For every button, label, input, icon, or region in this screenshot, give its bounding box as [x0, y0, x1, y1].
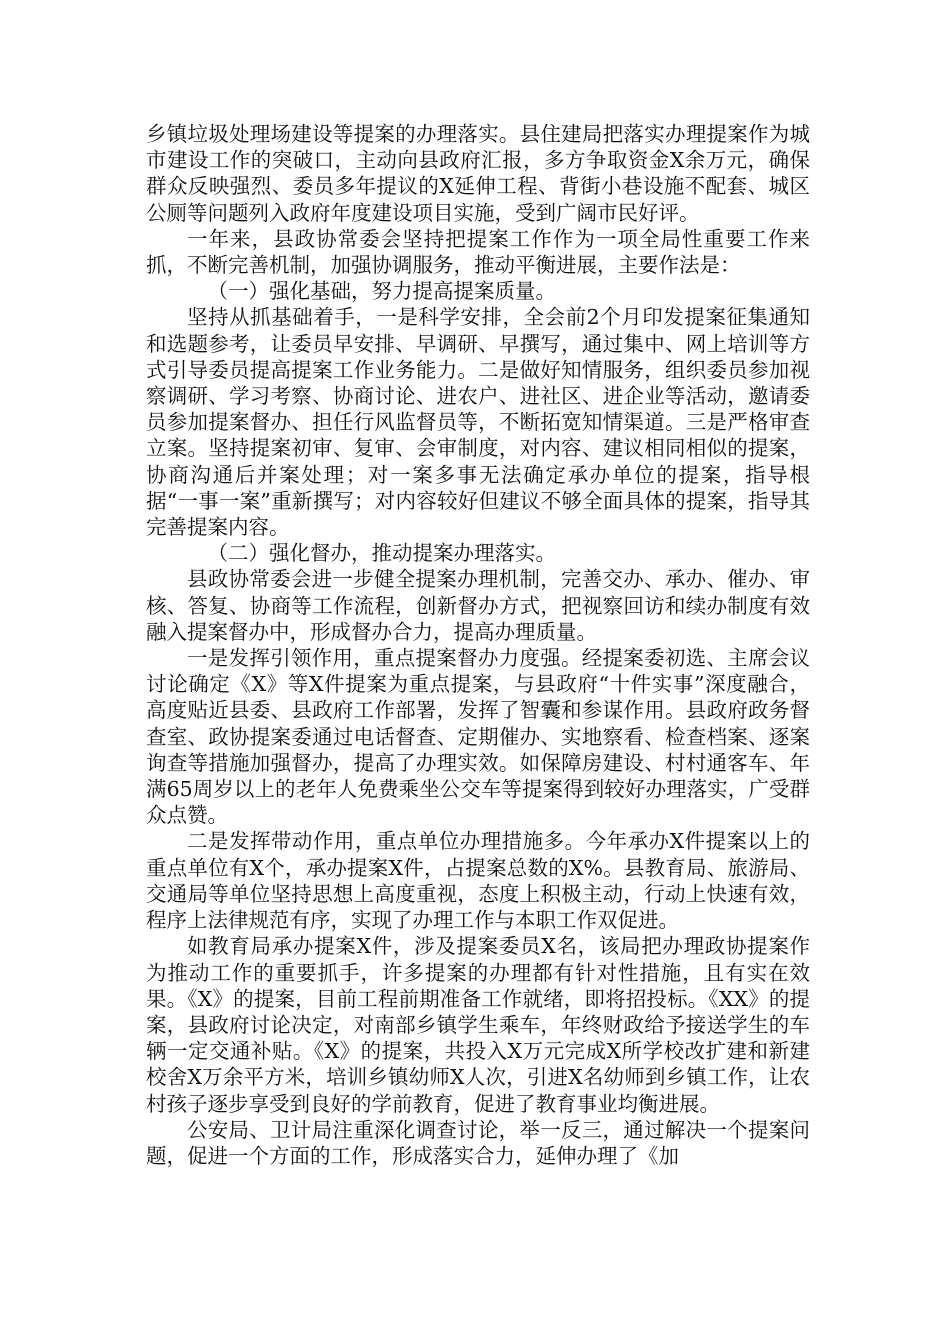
paragraph-foundation: 坚持从抓基础着手，一是科学安排，全会前2个月印发提案征集通知和选题参考，让委员早安排、早调研、早撰写，通过集中、网上培训等方式引导委员提高提案工作业务能力。二是做好知情服务，组织委员参加视察调研、学习考察、协商讨论、进农户、进社区、进企业等活动，邀请委员参加提案督办、担任行风监督员等，不断拓宽知情渠道。三是严格审查立案。坚持提案初审、复审、会审制度，对内容、建议相同相似的提案，协商沟通后并案处理；对一案多事无法确定承办单位的提案，指导根据“一事一案”重新撰写；对内容较好但建议不够全面具体的提案，指导其完善提案内容。 — [146, 305, 810, 540]
paragraph-key-proposals: 一是发挥引领作用，重点提案督办力度强。经提案委初选、主席会议讨论确定《X》等X件提案为重点提案，与县政府“十件实事”深度融合，高度贴近县委、县政府工作部署，发挥了智囊和参谋作用。县政府政务督查室、政协提案委通过电话督查、定期催办、实地察看、检查档案、逐案询查等措施加强督办，提高了办理实效。如保障房建设、村村通客车、年满65周岁以上的老年人免费乘坐公交车等提案得到较好办理落实，广受群众点赞。 — [146, 646, 810, 828]
document-page — [146, 121, 810, 1169]
paragraph-intro: 一年来，县政协常委会坚持把提案工作作为一项全局性重要工作来抓，不断完善机制，加强协调服务，推动平衡进展，主要作法是： — [146, 226, 810, 278]
paragraph-public-security: 公安局、卫计局注重深化调查讨论，举一反三，通过解决一个提案问题，促进一个方面的工作，形成落实合力，延伸办理了《加 — [146, 1117, 810, 1168]
paragraph-education-bureau: 如教育局承办提案X件，涉及提案委员X名，该局把办理政协提案作为推动工作的重要抓手，许多提案的办理都有针对性措施，且有实在效果。《X》的提案，目前工程前期准备工作就绪，即将招投标。《XX》的提案，县政府讨论决定，对南部乡镇学生乘车，年终财政给予接送学生的车辆一定交通补贴。《X》的提案，共投入X万元完成X所学校改扩建和新建校舍X万余平方米，培训乡镇幼师X人次，引进X名幼师到乡镇工作，让农村孩子逐步享受到良好的学前教育，促进了教育事业均衡进展。 — [146, 934, 810, 1116]
paragraph-supervision: 县政协常委会进一步健全提案办理机制，完善交办、承办、催办、审核、答复、协商等工作流程，创新督办方式，把视察回访和续办制度有效融入提案督办中，形成督办合力，提高办理质量。 — [146, 567, 810, 644]
paragraph-continuation: 乡镇垃圾处理场建设等提案的办理落实。县住建局把落实办理提案作为城市建设工作的突破口，主动向县政府汇报，多方争取资金X余万元，确保群众反映强烈、委员多年提议的X延伸工程、背街小巷设施不配套、城区公厕等问题列入政府年度建设项目实施，受到广阔市民好评。 — [146, 122, 810, 225]
section-heading-1: （一）强化基础，努力提高提案质量。 — [207, 279, 556, 304]
paragraph-key-units: 二是发挥带动作用，重点单位办理措施多。今年承办X件提案以上的重点单位有X个，承办提案X件，占提案总数的X%。县教育局、旅游局、交通局等单位坚持思想上高度重视，态度上积极主动，行动上快速有效，程序上法律规范有序，实现了办理工作与本职工作双促进。 — [146, 829, 810, 933]
section-heading-2: （二）强化督办，推动提案办理落实。 — [207, 541, 556, 566]
